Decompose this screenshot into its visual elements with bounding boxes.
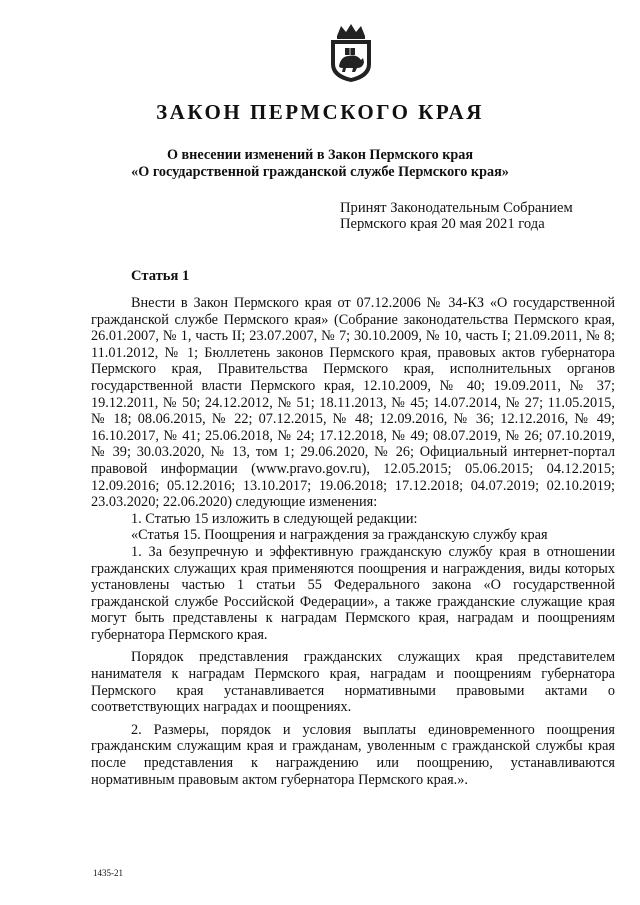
adoption-line-1: Принят Законодательным Собранием <box>340 200 573 216</box>
paragraph: «Статья 15. Поощрения и награждения за гражданскую службу края <box>131 527 548 544</box>
paragraph: Внести в Закон Пермского края от 07.12.2006 № 34-КЗ «О государственной гражданской службе Пермского края» (Собрание законодательства Пермского края, 26.01.2007, № 1, часть II; 23.07.2007, № 7; 30.10.2009, № 10, часть I; 21.09.2011, № 8; 11.01.2012, № 1; Бюллетень законов Пермского края, правовых актов губернатора Пермского края, Правительства Пермского края, исполнительных органов государственной власти Пермского края, 12.10.2009, № 40; 19.09.2011, № 37; 19.12.2011, № 50; 24.12.2012, № 51; 18.11.2013, № 45; 14.07.2014, № 27; 11.05.2015, № 18; 08.06.2015, № 22; 07.12.2015, № 48; 12.09.2016, № 36; 12.12.2016, № 49; 16.10.2017, № 41; 25.06.2018, № 24; 17.12.2018, № 49; 08.07.2019, № 26; 07.10.2019, № 39; 30.03.2020, № 13, том 1; 29.06.2020, № 26; Официальный интернет-портал правовой информации (www.pravo.gov.ru), 12.05.2015; 05.06.2015; 04.12.2015; 12.09.2016; 05.12.2016; 13.10.2017; 19.06.2018; 17.12.2018; 04.07.2019; 02.10.2019; 23.03.2020; 22.06.2020) следующие изменения: <box>91 295 615 511</box>
paragraph: 1. Статью 15 изложить в следующей редакции: <box>131 510 418 527</box>
article-heading: Статья 1 <box>131 268 190 284</box>
document-title: ЗАКОН ПЕРМСКОГО КРАЯ <box>156 100 484 124</box>
perm-krai-coat-of-arms-icon <box>327 22 375 84</box>
adoption-note <box>340 200 630 232</box>
document-number: 1435-21 <box>93 868 123 878</box>
adoption-line-2: Пермского края 20 мая 2021 года <box>340 216 545 232</box>
subtitle-line-2: «О государственной гражданской службе Пермского края» <box>131 164 509 180</box>
subtitle-line-1: О внесении изменений в Закон Пермского края <box>166 147 474 163</box>
law-subtitle <box>0 147 640 181</box>
paragraph: 1. За безупречную и эффективную гражданскую службу края в отношении гражданских служащих края применяются поощрения и награждения, виды которых установлены частью 1 статьи 55 Федерального закона «О государственной гражданской службе Российской Федерации», а также гражданские служащие края могут быть представлены к наградам Пермского края, наградам и поощрениям губернатора Пермского края. <box>91 543 615 643</box>
paragraph: 2. Размеры, порядок и условия выплаты единовременного поощрения гражданским служащим края и гражданам, уволенным с гражданской службы края после представления к награждению или поощрению, устанавливаются нормативным правовым актом губернатора Пермского края.». <box>91 721 615 788</box>
paragraph: Порядок представления гражданских служащих края представителем нанимателя к наградам Пермского края, наградам и поощрениям губернатора Пермского края устанавливается нормативными правовыми актами о соответствующих наградах и поощрениях. <box>91 649 615 716</box>
article-body <box>91 295 615 788</box>
